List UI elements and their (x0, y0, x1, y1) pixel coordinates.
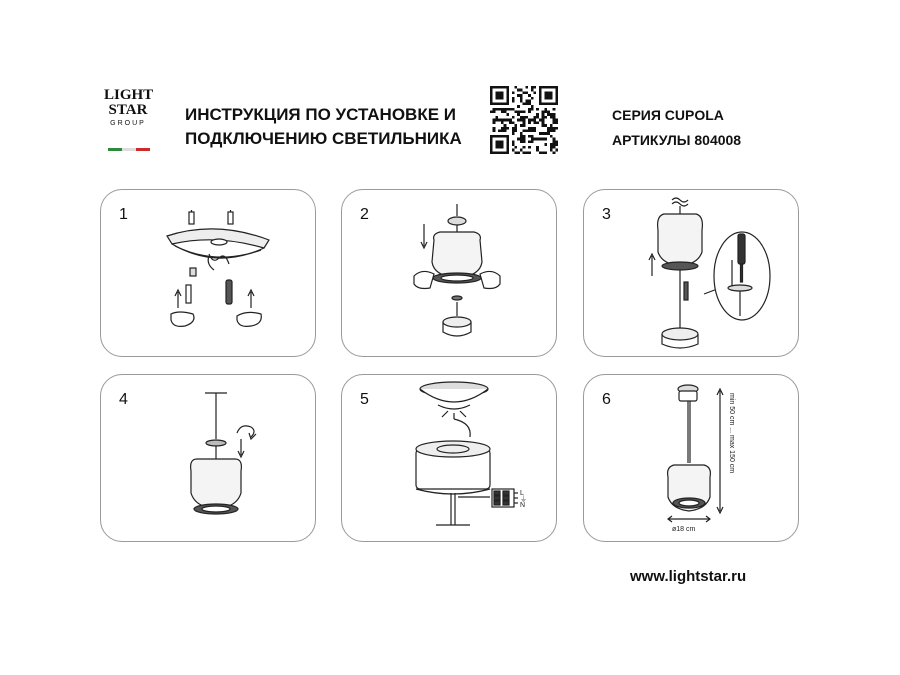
website-link[interactable]: www.lightstar.ru (630, 568, 747, 585)
step-panel-3 (583, 189, 799, 357)
shade-attach-illustration (342, 190, 558, 358)
title-line-1: ИНСТРУКЦИЯ ПО УСТАНОВКЕ И (185, 105, 456, 124)
step-number: 4 (119, 391, 128, 408)
logo-line-1: LIGHT (104, 87, 154, 103)
screw-icon (189, 210, 194, 224)
italian-flag-stripe (108, 148, 150, 151)
height-adjust-illustration (584, 190, 800, 358)
articles-label: АРТИКУЛЫ 804008 (612, 132, 742, 148)
product-info (612, 103, 741, 153)
wire-label-n: N (520, 502, 526, 509)
series-label: СЕРИЯ CUPOLA (612, 107, 724, 123)
step-panel-6 (583, 374, 799, 542)
step-panel-4 (100, 374, 316, 542)
screw-icon (228, 210, 233, 224)
step-number: 3 (602, 206, 611, 223)
document-title (185, 103, 462, 151)
logo-line-3: GROUP (110, 120, 146, 127)
qr-code[interactable] (490, 86, 558, 154)
step-number: 5 (360, 391, 369, 408)
step-number: 1 (119, 206, 128, 223)
step-panel-2 (341, 189, 557, 357)
wiring-illustration (342, 375, 558, 543)
logo-line-2: STAR (108, 102, 148, 118)
height-label: min 50 cm ... max 150 cm (728, 393, 735, 474)
diameter-label: ø18 cm (672, 526, 696, 533)
wire-label-ground: ⏚ (520, 496, 527, 503)
step-number: 2 (360, 206, 369, 223)
wire-label-l: L (520, 490, 524, 497)
ceiling-mount-illustration (101, 190, 317, 358)
step-panel-5 (341, 374, 557, 542)
brand-logo (104, 88, 152, 127)
title-line-2: ПОДКЛЮЧЕНИЮ СВЕТИЛЬНИКА (185, 129, 462, 148)
dimensions-illustration (584, 375, 800, 543)
cable-fix-illustration (101, 375, 317, 543)
step-number: 6 (602, 391, 611, 408)
step-panel-1 (100, 189, 316, 357)
